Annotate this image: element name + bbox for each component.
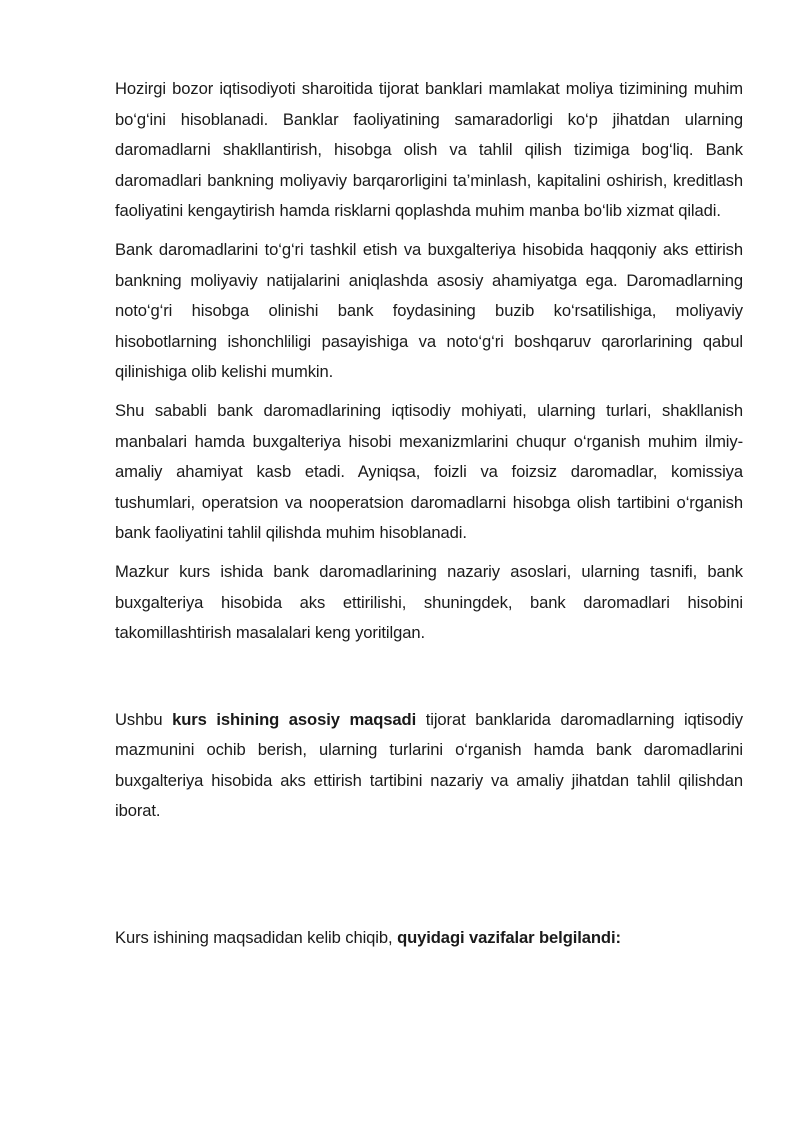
paragraph-intro: Hozirgi bozor iqtisodiyoti sharoitida tijorat banklari mamlakat moliya tizimining muhim bo‘g‘ini hisoblanadi. Banklar faoliyatining samaradorligi ko‘p jihatdan ularning daromadlarni shakllantirish, hisobga olish va tahlil qilish tizimiga bog‘liq. Bank daromadlari bankning moliyaviy barqarorligini ta’minlash, kapitalini oshirish, kreditlash faoliyatini kengaytirish hamda risklarni qoplashda muhim manba bo‘lib xizmat qiladi.: [115, 79, 743, 221]
goal-bold: kurs ishining asosiy maqsadi: [172, 709, 417, 729]
spacer: [115, 657, 743, 705]
paragraph-tasks: [115, 923, 743, 954]
goal-prefix: Ushbu: [115, 709, 163, 729]
paragraph-scope: Mazkur kurs ishida bank daromadlarining nazariy asoslari, ularning tasnifi, bank buxgalteriya hisobida aks ettirilishi, shuningdek, bank daromadlari hisobini takomillashtirish masalalari keng yoritilgan.: [115, 561, 743, 643]
tasks-bold: quyidagi vazifalar belgilandi:: [397, 928, 621, 948]
paragraph-accounting: Bank daromadlarini to‘g‘ri tashkil etish va buxgalteriya hisobida haqqoniy aks ettirish bankning moliyaviy natijalarini aniqlashda asosiy ahamiyatga ega. Daromadlarning noto‘g‘ri hisobga olinishi bank foydasining buzib ko‘rsatilishiga, moliyaviy hisobotlarning ishonchliligi pasayishiga va noto‘g‘ri boshqaruv qarorlarining qabul qilinishiga olib kelishi mumkin.: [115, 239, 743, 382]
paragraph-goal: [115, 705, 743, 827]
tasks-prefix: Kurs ishining maqsadidan kelib chiqib,: [115, 928, 393, 948]
paragraph-relevance: Shu sababli bank daromadlarining iqtisodiy mohiyati, ularning turlari, shakllanish manbalari hamda buxgalteriya hisobi mexanizmlarini chuqur o‘rganish muhim ilmiy-amaliy ahamiyat kasb etadi. Ayniqsa, foizli va foizsiz daromadlar, komissiya tushumlari, operatsion va nooperatsion daromadlarni hisobga olish tartibini o‘rganish bank faoliyatini tahlil qilishda muhim hisoblanadi.: [115, 400, 743, 543]
document-body: [115, 74, 743, 962]
spacer: [115, 835, 743, 923]
goal-suffix: tijorat banklarida daromadlarning iqtisodiy mazmunini ochib berish, ularning turlarini o‘rganish hamda bank daromadlarini buxgalteriya hisobida aks ettirish tartibini nazariy va amaliy jihatdan tahlil qilishdan iborat.: [115, 709, 743, 821]
